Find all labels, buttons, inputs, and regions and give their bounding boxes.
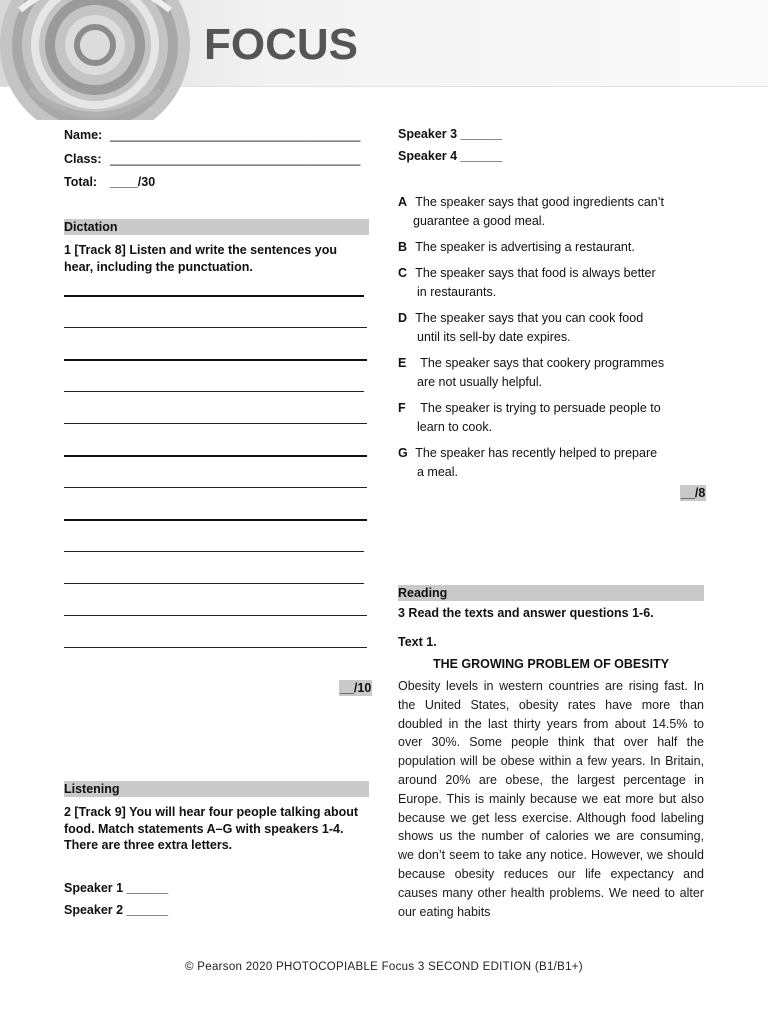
total-field — [64, 175, 156, 189]
statement-b — [398, 238, 704, 257]
class-field — [64, 152, 361, 166]
dictation-instruction: 1 [Track 8] Listen and write the sentences you hear, including the punctuation. — [64, 243, 338, 274]
answer-line[interactable] — [64, 583, 364, 584]
text-label: Text 1. — [398, 635, 437, 649]
statement-letter: A — [398, 195, 408, 209]
answer-line[interactable] — [64, 327, 367, 328]
listening-score[interactable]: __/8 — [681, 486, 706, 500]
answer-line[interactable] — [64, 455, 367, 457]
statement-letter: B — [398, 240, 408, 254]
statement-text: The speaker says that you can cook food — [415, 311, 644, 325]
statement-c — [398, 264, 704, 302]
listening-instruction: 2 [Track 9] You will hear four people talking about food. Match statements A–G with speakers 1-4. There are three extra letters. — [64, 805, 359, 852]
answer-line[interactable] — [64, 647, 367, 648]
name-blank[interactable]: ____________________________________ — [110, 128, 361, 142]
speaker-4-field[interactable]: Speaker 4 ______ — [398, 149, 503, 163]
statement-text-cont: learn to cook. — [417, 420, 493, 434]
statement-a — [398, 193, 704, 231]
statement-text-cont: guarantee a good meal. — [413, 214, 546, 228]
listening-section-title: Listening — [64, 781, 369, 797]
speaker-2-field[interactable]: Speaker 2 ______ — [64, 903, 169, 917]
statement-text-cont: until its sell-by date expires. — [417, 330, 571, 344]
statement-letter: F — [398, 401, 406, 415]
class-blank[interactable]: ____________________________________ — [110, 152, 361, 166]
speaker-3-field[interactable]: Speaker 3 ______ — [398, 127, 503, 141]
statement-text: The speaker says that cookery programmes — [420, 356, 665, 370]
statement-g — [398, 444, 704, 482]
logo-swirl-icon — [0, 0, 190, 120]
page-header — [0, 0, 768, 87]
answer-line[interactable] — [64, 423, 367, 424]
statement-text: The speaker is trying to persuade people to — [420, 401, 661, 415]
statement-text: The speaker has recently helped to prepare — [415, 446, 658, 460]
reading-paragraph: Obesity levels in western countries are rising fast. In the United States, obesity rates have more than doubled in the last thirty years from about 14.5% to over 30%. Some people think that over half the population will be obese within a few years. In Britain, around 20% are obese, the largest percentage in Europe. This is mainly because we eat more but also because we get less exercise. Although food labeling shows us the number of calories we are consuming, we don’t seem to take any notice. However, we should because obesity reduces our life expectancy and causes many other health problems. We need to alter our eating habits — [398, 679, 704, 919]
total-label: Total: — [64, 175, 98, 189]
statement-text-cont: are not usually helpful. — [417, 375, 543, 389]
answer-line[interactable] — [64, 359, 367, 361]
answer-line[interactable] — [64, 391, 364, 392]
dictation-section-title: Dictation — [64, 219, 369, 235]
class-label: Class: — [64, 152, 102, 166]
answer-line[interactable] — [64, 615, 367, 616]
statement-f — [398, 399, 704, 437]
statement-text: The speaker says that good ingredients can’t — [415, 195, 665, 209]
statement-d — [398, 309, 704, 347]
answer-line[interactable] — [64, 551, 364, 552]
statement-letter: D — [398, 311, 408, 325]
logo-text: FOCUS — [204, 20, 358, 69]
dictation-score[interactable]: __/10 — [340, 681, 372, 695]
speaker-1-field[interactable]: Speaker 1 ______ — [64, 881, 169, 895]
name-field — [64, 128, 361, 142]
answer-line[interactable] — [64, 295, 364, 297]
statement-e — [398, 354, 704, 392]
statement-letter: G — [398, 446, 408, 460]
name-label: Name: — [64, 128, 103, 142]
reading-instruction: 3 Read the texts and answer questions 1-6. — [398, 606, 654, 620]
statement-letter: C — [398, 266, 408, 280]
page-footer: © Pearson 2020 PHOTOCOPIABLE Focus 3 SECOND EDITION (B1/B1+) — [185, 961, 583, 973]
statement-letter: E — [398, 356, 407, 370]
total-blank[interactable]: ____/30 — [110, 175, 156, 189]
text-title: THE GROWING PROBLEM OF OBESITY — [432, 657, 670, 671]
statement-text: The speaker is advertising a restaurant. — [415, 240, 635, 254]
statement-text-cont: in restaurants. — [417, 285, 497, 299]
answer-line[interactable] — [64, 487, 367, 488]
reading-section-title: Reading — [398, 585, 704, 601]
answer-line[interactable] — [64, 519, 367, 521]
statement-text-cont: a meal. — [417, 465, 458, 479]
statement-text: The speaker says that food is always better — [415, 266, 656, 280]
